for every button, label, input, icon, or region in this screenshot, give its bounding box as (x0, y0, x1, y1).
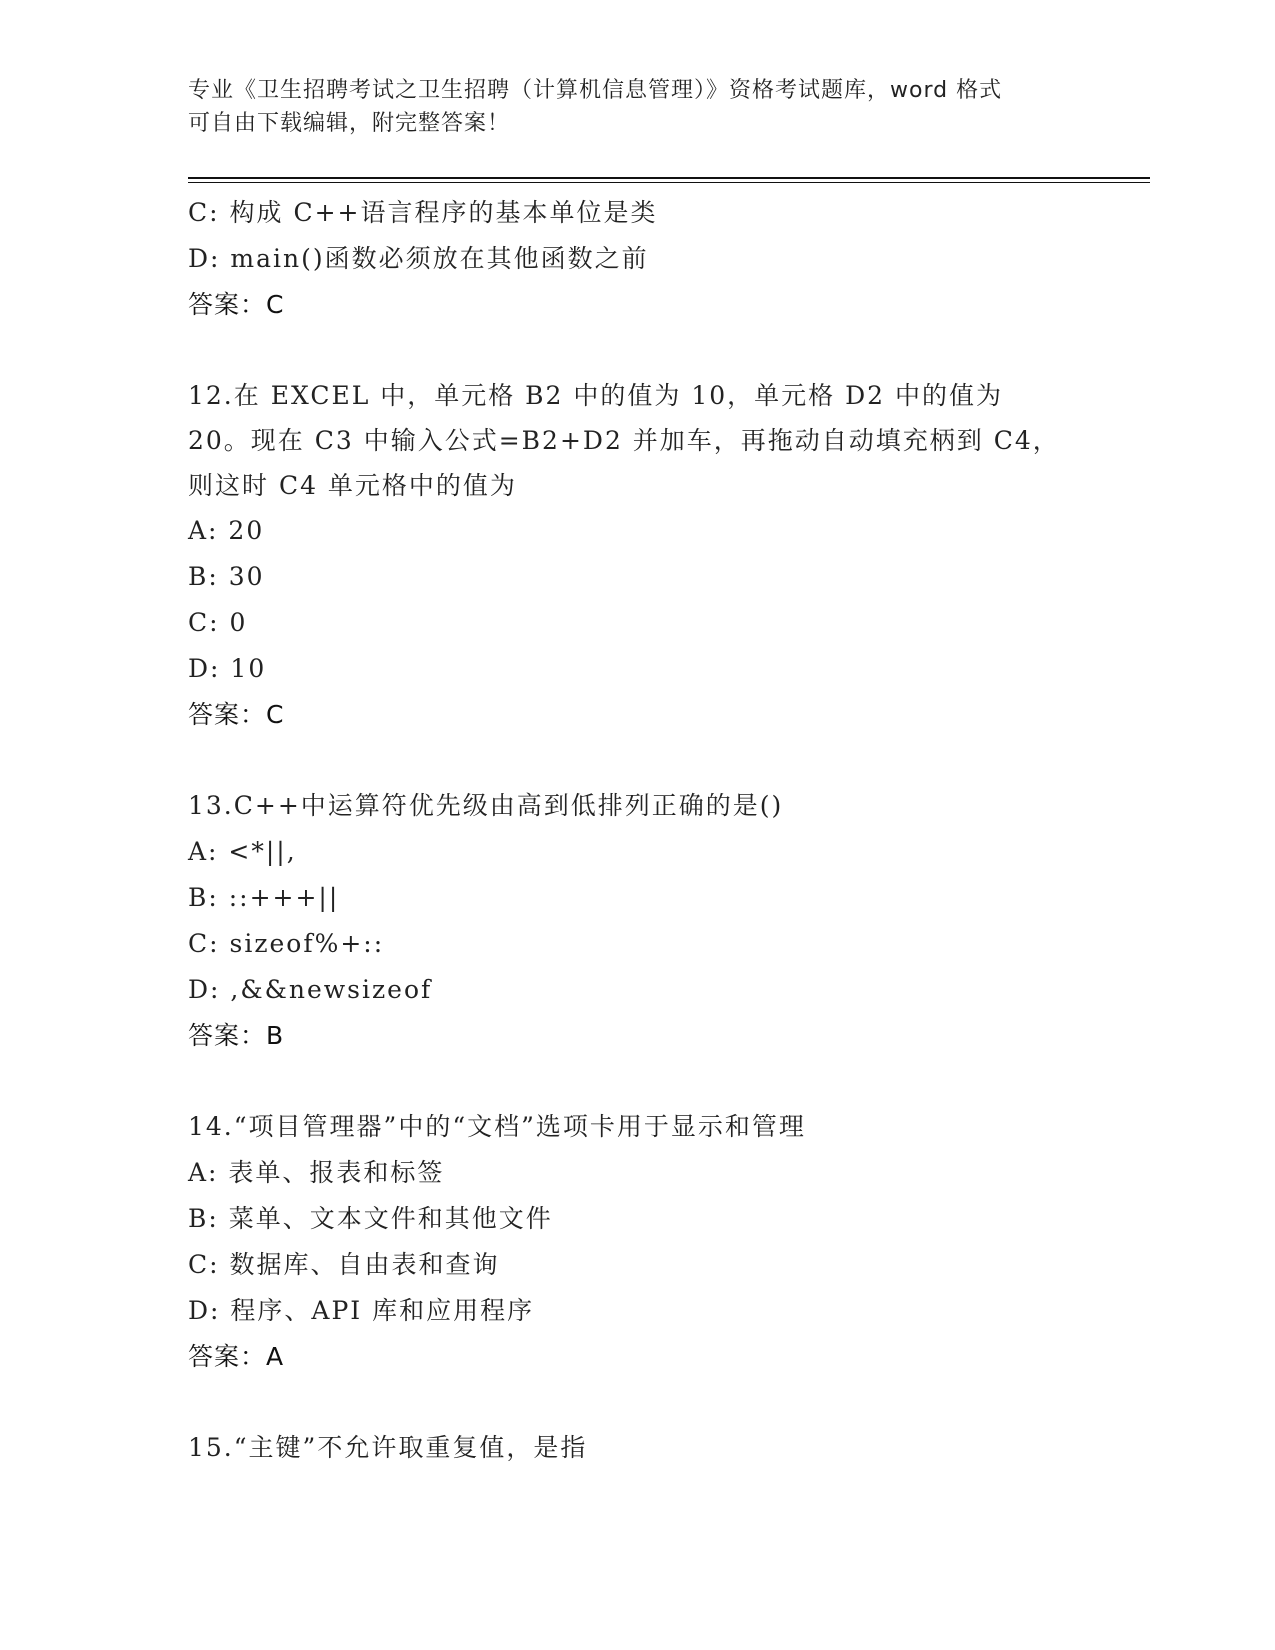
question-text: 14.“项目管理器”中的“文档”选项卡用于显示和管理 (188, 1112, 806, 1141)
option-d: D: 10 (188, 654, 267, 683)
question-text: 12.在 EXCEL 中，单元格 B2 中的值为 10，单元格 D2 中的值为 20。现在 C3 中输入公式=B2+D2 并加车，再拖动自动填充柄到 C4，则这时 C4 单元格中的值为 (188, 381, 1060, 500)
header-divider-thin (188, 182, 1150, 183)
spacer (188, 1059, 1088, 1104)
answer-text: 答案：B (188, 1021, 285, 1050)
spacer (188, 738, 1088, 783)
option-c: C: sizeof%+:: (188, 929, 385, 958)
question-text: 15.“主键”不允许取重复值，是指 (188, 1433, 588, 1462)
option-c: C: 数据库、自由表和查询 (188, 1250, 500, 1279)
answer-text: 答案：C (188, 700, 285, 729)
option-a: A: 表单、报表和标签 (188, 1158, 445, 1187)
option-d: D: ,&&newsizeof (188, 975, 433, 1004)
question-text: 13.C++中运算符优先级由高到低排列正确的是() (188, 791, 784, 820)
question-11 (188, 190, 1088, 328)
document-header (188, 74, 1068, 140)
option-d: D: 程序、API 库和应用程序 (188, 1296, 535, 1325)
spacer (188, 328, 1088, 373)
answer-text: 答案：A (188, 1342, 285, 1371)
header-divider-thick (188, 177, 1150, 179)
header-line-2: 可自由下载编辑，附完整答案！ (188, 111, 511, 136)
question-14 (188, 1104, 1088, 1380)
option-b: B: 菜单、文本文件和其他文件 (188, 1204, 553, 1233)
header-line-1: 专业《卫生招聘考试之卫生招聘（计算机信息管理）》资格考试题库，word 格式 (188, 78, 1003, 103)
question-list (188, 190, 1088, 1471)
option-a: A: <*||, (188, 837, 297, 866)
option-a: A: 20 (188, 516, 265, 545)
answer-text: 答案：C (188, 290, 285, 319)
spacer (188, 1380, 1088, 1425)
option-b: B: ::+++|| (188, 883, 340, 912)
question-13 (188, 783, 1088, 1059)
option-c: C: 0 (188, 608, 248, 637)
option-d: D: main()函数必须放在其他函数之前 (188, 244, 649, 273)
question-15 (188, 1425, 1088, 1471)
question-12 (188, 373, 1088, 738)
option-c: C: 构成 C++语言程序的基本单位是类 (188, 198, 658, 227)
option-b: B: 30 (188, 562, 265, 591)
